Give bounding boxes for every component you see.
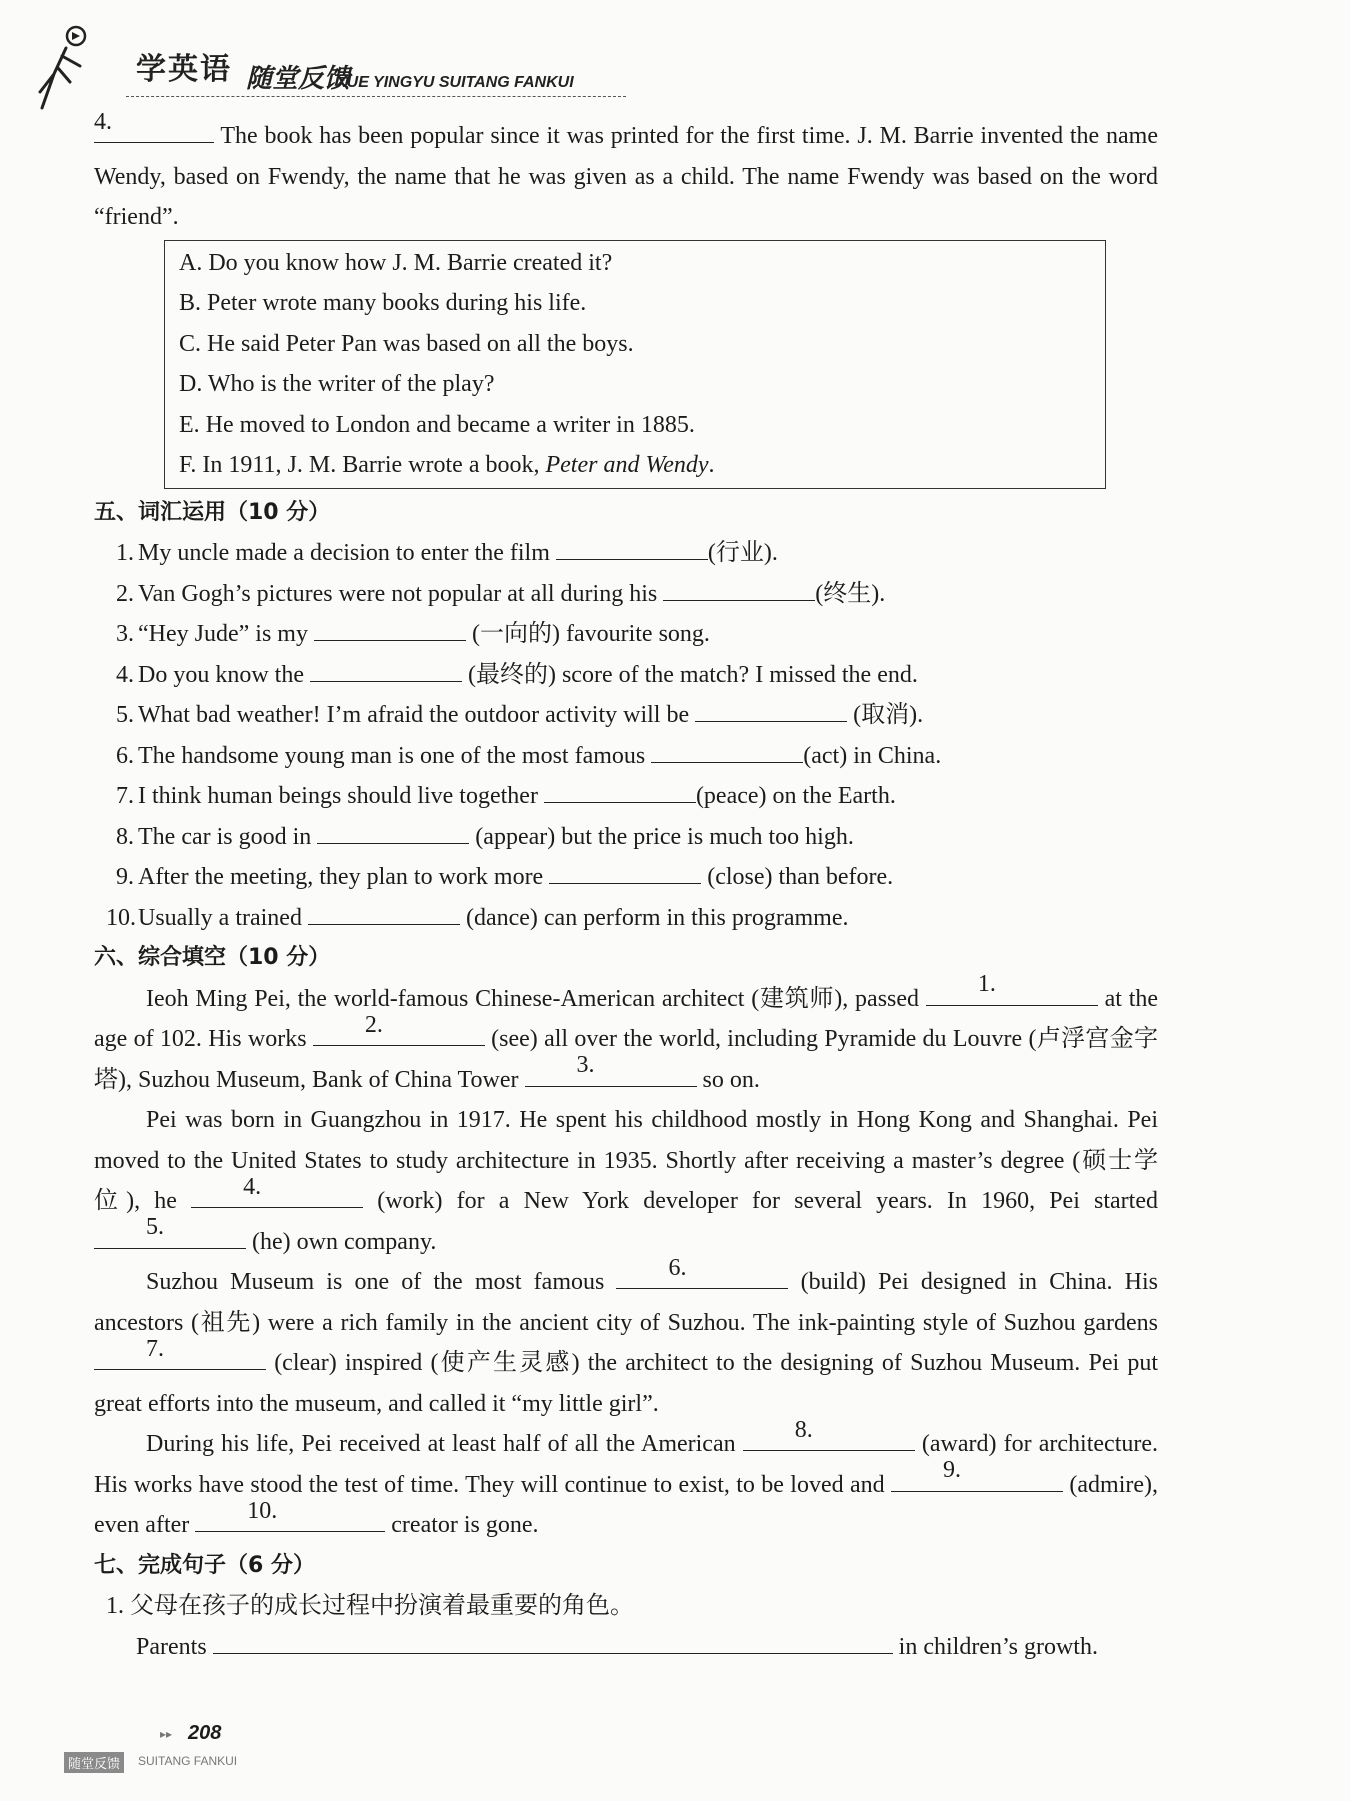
sentence-answer-line: Parents in children’s growth.: [94, 1627, 1158, 1668]
page-header: [36, 18, 616, 110]
page-content: [94, 108, 1159, 1667]
vocab-item: 9. After the meeting, they plan to work more (close) than before.: [94, 857, 1158, 898]
option-d: D. Who is the writer of the play?: [179, 371, 495, 397]
header-subtitle: 随堂反馈: [246, 64, 351, 94]
answer-blank[interactable]: 10.: [195, 1505, 385, 1532]
sentence-prompt-cn: 1. 父母在孩子的成长过程中扮演着最重要的角色。: [106, 1593, 634, 1619]
section-7-title: 七、完成句子（6 分）: [94, 1552, 315, 1578]
answer-blank[interactable]: 5.: [94, 1222, 246, 1249]
passage-paragraph-4: During his life, Pei received at least half of all the American 8. (award) for architecture. His works have stood the test of time. They will continue to exist, to be loved and 9. (admire), even after 10. creator is gone.: [94, 1416, 1159, 1538]
answer-blank[interactable]: 1.: [926, 979, 1098, 1006]
vocab-item: 6. The handsome young man is one of the most famous (act) in China.: [94, 736, 1158, 777]
vocab-item: 10.Usually a trained (dance) can perform in this programme.: [94, 898, 1158, 939]
question-4: [94, 108, 1158, 238]
answer-blank[interactable]: 8.: [743, 1424, 915, 1451]
option-b: B. Peter wrote many books during his life.: [179, 290, 587, 316]
question-4-text: The book has been popular since it was printed for the first time. J. M. Barrie invented the name Wendy, based on Fwendy, the name that he was given as a child. The name Fwendy was based on the word “friend”.: [94, 123, 1158, 230]
option-c: C. He said Peter Pan was based on all the boys.: [179, 330, 634, 357]
answer-blank[interactable]: [663, 574, 815, 601]
answer-blank[interactable]: [549, 857, 701, 884]
header-title-en: XUE YINGYU SUITANG FANKUI: [336, 74, 574, 91]
answer-blank[interactable]: [556, 533, 708, 560]
passage-paragraph-1: Ieoh Ming Pei, the world-famous Chinese-American architect (建筑师), passed 1. at the age of 102. His works 2. (see) all over the world, including Pyramide du Louvre (卢浮宫金字塔), Suzhou Museum, Bank of China Tower 3. so on.: [94, 971, 1159, 1093]
footer-subtitle: SUITANG FANKUI: [138, 1754, 238, 1768]
vocab-item: 8. The car is good in (appear) but the price is much too high.: [94, 817, 1158, 858]
option-a: A. Do you know how J. M. Barrie created it?: [179, 249, 613, 276]
passage-paragraph-2: Pei was born in Guangzhou in 1917. He spent his childhood mostly in Hong Kong and Shanghai. Pei moved to the United States to study architecture in 1935. Shortly after receiving a master’s degree (硕士学位), he 4. (work) for a New York developer for several years. In 1960, Pei started 5. (he) own company.: [94, 1107, 1158, 1255]
book-title: Peter and Wendy: [545, 452, 709, 478]
answer-blank[interactable]: 2.: [313, 1019, 485, 1046]
header-title: 学英语: [136, 52, 232, 87]
answer-blank[interactable]: [544, 776, 696, 803]
answer-blank[interactable]: 3.: [525, 1060, 697, 1087]
vocab-item: 3. “Hey Jude” is my (一向的) favourite song.: [94, 614, 1158, 655]
answer-blank[interactable]: 7.: [94, 1343, 266, 1370]
answer-blank[interactable]: 6.: [616, 1262, 788, 1289]
vocab-item: 1. My uncle made a decision to enter the film (行业).: [94, 533, 1158, 574]
answer-blank[interactable]: [314, 614, 466, 641]
vocab-item: 4. Do you know the (最终的) score of the match? I missed the end.: [94, 655, 1158, 696]
answer-blank[interactable]: [310, 655, 462, 682]
runner-logo-icon: [36, 22, 108, 110]
header-divider: [126, 96, 626, 97]
section-6-title: 六、综合填空（10 分）: [94, 945, 331, 970]
page-number: 208: [188, 1722, 222, 1744]
vocab-item: 7. I think human beings should live together (peace) on the Earth.: [94, 776, 1158, 817]
answer-blank[interactable]: 4.: [94, 116, 214, 143]
answer-blank[interactable]: 4.: [191, 1181, 363, 1208]
answer-blank[interactable]: [695, 695, 847, 722]
options-box: [164, 240, 1106, 489]
answer-blank[interactable]: 9.: [891, 1465, 1063, 1492]
answer-blank[interactable]: [308, 898, 460, 925]
option-e: E. He moved to London and became a writer in 1885.: [179, 411, 695, 438]
option-f: F. In 1911, J. M. Barrie wrote a book, Peter and Wendy.: [179, 452, 715, 478]
section-5-items: [94, 533, 1158, 938]
answer-blank[interactable]: [651, 736, 803, 763]
page-arrow-icon: ▸▸: [160, 1727, 173, 1741]
vocab-item: 5. What bad weather! I’m afraid the outdoor activity will be (取消).: [94, 695, 1158, 736]
vocab-item: 2. Van Gogh’s pictures were not popular at all during his (终生).: [94, 574, 1158, 615]
answer-blank[interactable]: [317, 817, 469, 844]
answer-blank[interactable]: [213, 1627, 893, 1654]
footer-badge: 随堂反馈: [64, 1752, 124, 1773]
section-5-title: 五、词汇运用（10 分）: [94, 499, 331, 525]
passage-paragraph-3: Suzhou Museum is one of the most famous 6. (build) Pei designed in China. His ancestors (祖先) were a rich family in the ancient city of Suzhou. The ink-painting style of Suzhou gardens 7. (clear) inspired (使产生灵感) the architect to the designing of Suzhou Museum. Pei put great efforts into the museum, and called it “my little girl”.: [94, 1254, 1159, 1417]
